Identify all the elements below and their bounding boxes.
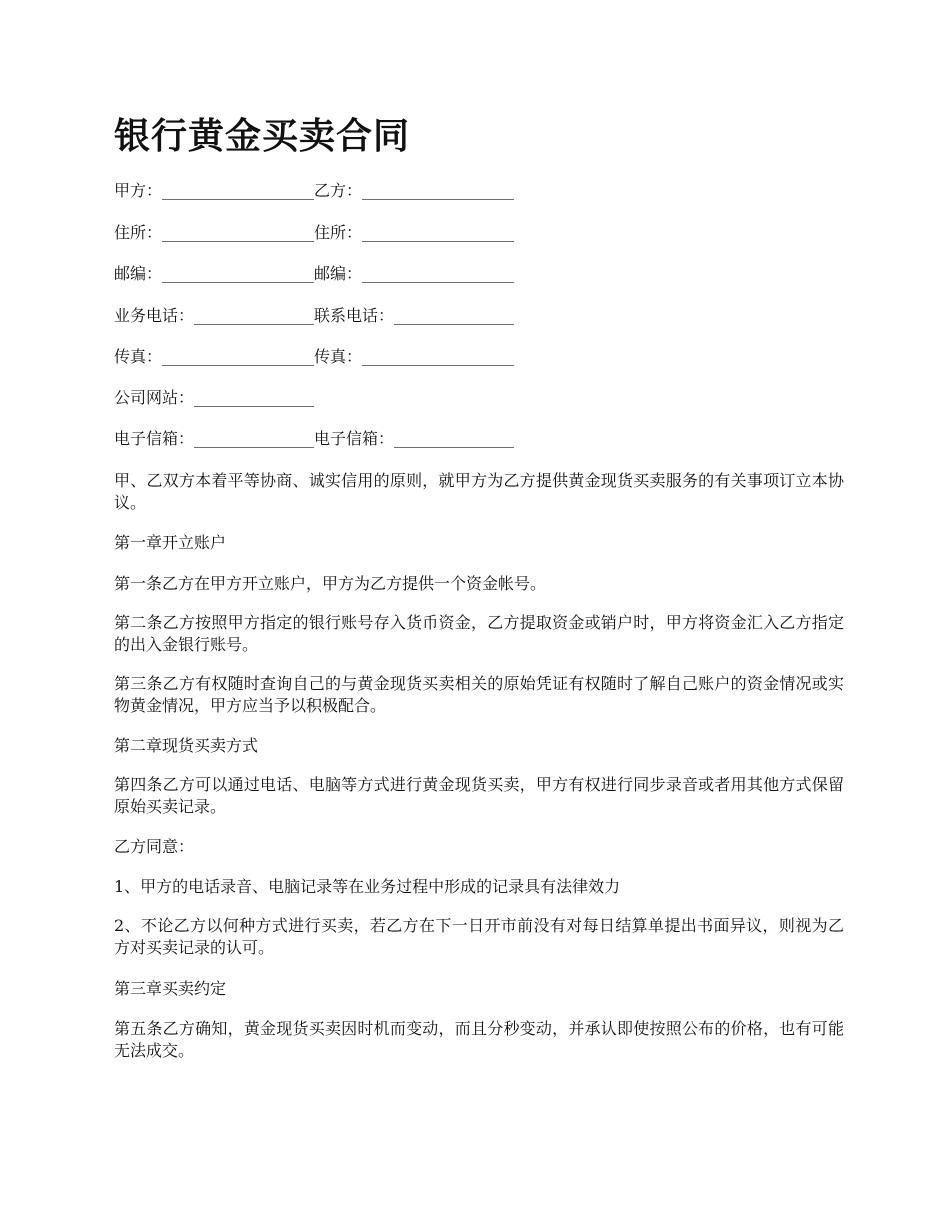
field-party-a-b: 甲方：___________________乙方：___________________ bbox=[114, 181, 515, 200]
article-3: 第三条乙方有权随时查询自己的与黄金现货买卖相关的原始凭证有权随时了解自己账户的资金情况或实物黄金情况，甲方应当予以积极配合。 bbox=[114, 674, 844, 715]
chapter-heading-3: 第三章买卖约定 bbox=[114, 979, 227, 998]
agreement-item-1: 1、甲方的电话录音、电脑记录等在业务过程中形成的记录具有法律效力 bbox=[114, 877, 621, 896]
article-2: 第二条乙方按照甲方指定的银行账号存入货币资金，乙方提取资金或销户时，甲方将资金汇入乙方指定的出入金银行账号。 bbox=[114, 613, 844, 654]
paragraph-preamble: 甲、乙双方本着平等协商、诚实信用的原则，就甲方为乙方提供黄金现货买卖服务的有关事项订立本协议。 bbox=[114, 471, 844, 512]
chapter-heading-1: 第一章开立账户 bbox=[114, 533, 227, 552]
field-website: 公司网站：_______________ bbox=[114, 388, 315, 407]
chapter-heading-2: 第二章现货买卖方式 bbox=[114, 736, 259, 755]
article-4: 第四条乙方可以通过电话、电脑等方式进行黄金现货买卖，甲方有权进行同步录音或者用其他方式保留原始买卖记录。 bbox=[114, 775, 844, 816]
field-postcode: 邮编：___________________邮编：___________________ bbox=[114, 264, 515, 283]
field-address: 住所：___________________住所：___________________ bbox=[114, 223, 515, 242]
document-title: 银行黄金买卖合同 bbox=[114, 115, 411, 157]
article-5: 第五条乙方确知，黄金现货买卖因时机而变动，而且分秒变动，并承认即使按照公布的价格，也有可能无法成交。 bbox=[114, 1019, 844, 1060]
agreement-item-2: 2、不论乙方以何种方式进行买卖，若乙方在下一日开市前没有对每日结算单提出书面异议，则视为乙方对买卖记录的认可。 bbox=[114, 916, 844, 957]
article-1: 第一条乙方在甲方开立账户，甲方为乙方提供一个资金帐号。 bbox=[114, 574, 547, 593]
party-b-agrees: 乙方同意： bbox=[114, 837, 195, 856]
field-fax: 传真：___________________传真：___________________ bbox=[114, 347, 515, 366]
field-email: 电子信箱：_______________电子信箱：_______________ bbox=[114, 429, 515, 448]
field-phone: 业务电话：_______________联系电话：_______________ bbox=[114, 306, 515, 325]
